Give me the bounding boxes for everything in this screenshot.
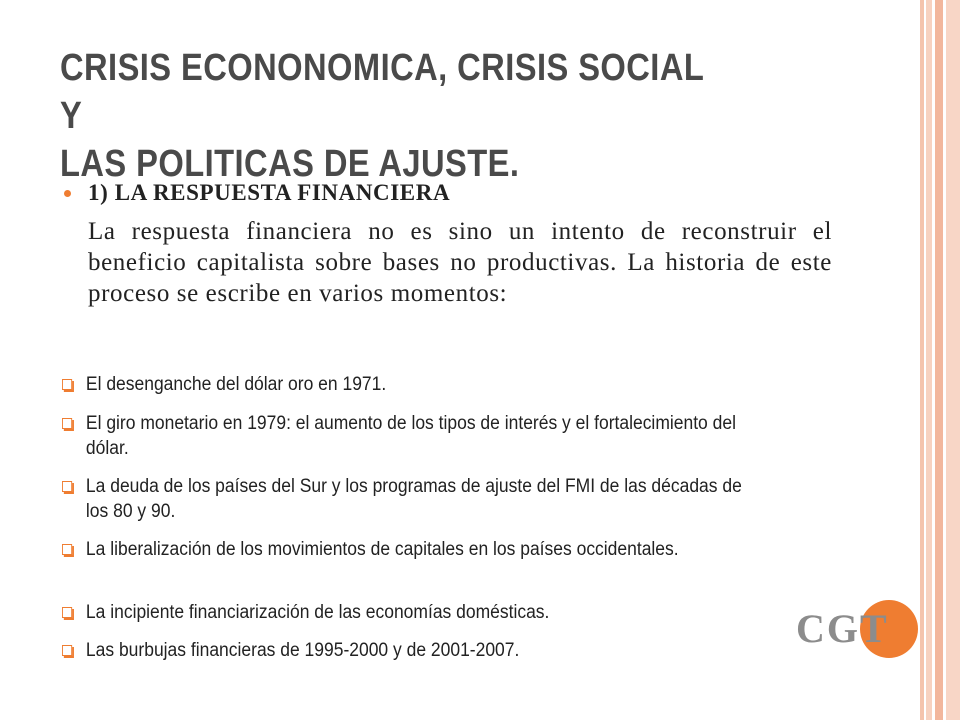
checkbox-square-icon xyxy=(62,645,72,656)
list-item xyxy=(62,372,761,397)
decorative-stripe xyxy=(926,0,932,720)
orange-dot-icon xyxy=(64,190,71,197)
title-line-1: CRISIS ECONONOMICA, CRISIS SOCIAL Y xyxy=(60,47,704,137)
section-heading: 1) LA RESPUESTA FINANCIERA xyxy=(88,180,451,205)
list-item-text: El giro monetario en 1979: el aumento de los tipos de interés y el fortalecimiento del dólar. xyxy=(85,413,736,459)
sub-bullet-list xyxy=(62,372,822,663)
list-item xyxy=(62,411,761,461)
section-paragraph: La respuesta financiera no es sino un intento de reconstruir el beneficio capitalista sobre bases no productivas. La historia de este proceso se escribe en varios momentos: xyxy=(88,218,832,307)
title-line-2: LAS POLITICAS DE AJUSTE. xyxy=(60,143,520,185)
slide-title xyxy=(60,44,714,188)
list-item xyxy=(62,474,761,524)
decorative-stripe xyxy=(935,0,943,720)
checkbox-square-icon xyxy=(62,607,72,618)
list-item xyxy=(62,537,761,587)
list-item xyxy=(62,638,761,663)
list-item-text: El desenganche del dólar oro en 1971. xyxy=(85,374,387,395)
checkbox-square-icon xyxy=(62,379,72,390)
list-item-text: La incipiente financiarización de las economías domésticas. xyxy=(85,602,550,623)
checkbox-square-icon xyxy=(62,481,72,492)
logo-text: CGT xyxy=(796,606,889,651)
list-item-text: Las burbujas financieras de 1995-2000 y de 2001-2007. xyxy=(85,640,520,661)
list-item xyxy=(62,600,761,625)
cgt-logo xyxy=(796,600,922,660)
checkbox-square-icon xyxy=(62,418,72,429)
checkbox-square-icon xyxy=(62,544,72,555)
list-item-text: La deuda de los países del Sur y los programas de ajuste del FMI de las décadas de los 80 y 90. xyxy=(85,476,742,522)
decorative-stripe xyxy=(946,0,960,720)
list-item-text: La liberalización de los movimientos de capitales en los países occidentales. xyxy=(85,539,679,560)
